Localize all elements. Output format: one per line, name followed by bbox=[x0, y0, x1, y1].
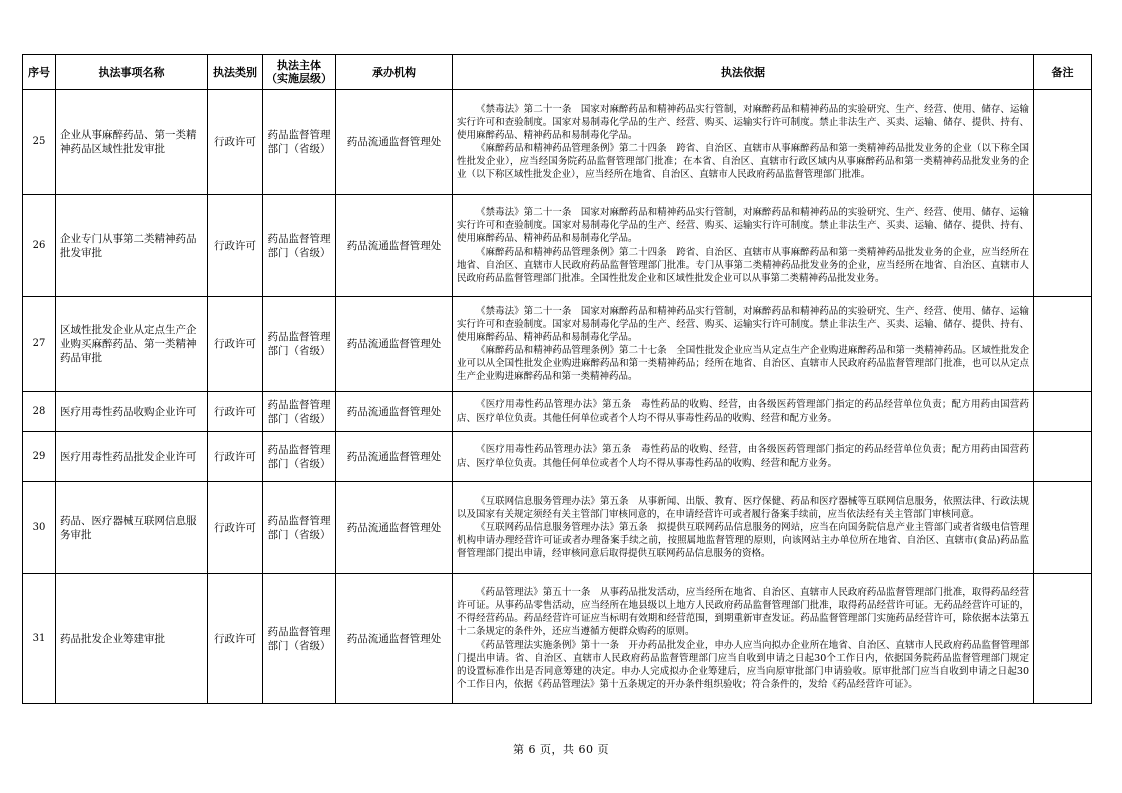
row-org: 药品流通监督管理处 bbox=[336, 482, 453, 574]
row-name: 药品、医疗器械互联网信息服务审批 bbox=[56, 482, 208, 574]
row-type: 行政许可 bbox=[208, 195, 263, 297]
row-org: 药品流通监督管理处 bbox=[336, 297, 453, 392]
row-org: 药品流通监督管理处 bbox=[336, 574, 453, 704]
row-name: 医疗用毒性药品收购企业许可 bbox=[56, 392, 208, 432]
row-note bbox=[1034, 90, 1092, 195]
row-name: 企业专门从事第二类精神药品批发审批 bbox=[56, 195, 208, 297]
table-row bbox=[23, 195, 1092, 297]
row-name: 区域性批发企业从定点生产企业购买麻醉药品、第一类精神药品审批 bbox=[56, 297, 208, 392]
row-no: 27 bbox=[23, 297, 56, 392]
row-org: 药品流通监督管理处 bbox=[336, 90, 453, 195]
row-subject: 药品监督管理部门（省级） bbox=[263, 297, 336, 392]
row-no: 28 bbox=[23, 392, 56, 432]
row-org: 药品流通监督管理处 bbox=[336, 392, 453, 432]
row-name: 企业从事麻醉药品、第一类精神药品区域性批发审批 bbox=[56, 90, 208, 195]
row-subject: 药品监督管理部门（省级） bbox=[263, 482, 336, 574]
table-row bbox=[23, 90, 1092, 195]
document-page bbox=[22, 54, 1091, 704]
basis-paragraph: 《医疗用毒性药品管理办法》第五条 毒性药品的收购、经营，由各级医药管理部门指定的药品经营单位负责；配方用药由国营药店、医疗单位负责。其他任何单位或者个人均不得从事毒性药品的收购、经营和配方业务。 bbox=[457, 444, 1029, 469]
row-subject: 药品监督管理部门（省级） bbox=[263, 432, 336, 482]
basis-paragraph: 《禁毒法》第二十一条 国家对麻醉药品和精神药品实行管制，对麻醉药品和精神药品的实验研究、生产、经营、使用、储存、运输实行许可和查验制度。国家对易制毒化学品的生产、经营、购买、运输实行许可制度。禁止非法生产、买卖、运输、储存、提供、持有、使用麻醉药品、精神药品和易制毒化学品。 bbox=[457, 305, 1029, 343]
basis-paragraph: 《麻醉药品和精神药品管理条例》第二十四条 跨省、自治区、直辖市从事麻醉药品和第一类精神药品批发业务的企业，应当经所在地省、自治区、直辖市人民政府药品监督管理部门批准。专门从事第二类精神药品批发业务的企业，应当经所在地省、自治区、直辖市人民政府药品监督管理部门批准。全国性批发企业和区域性批发企业可以从事第二类精神药品批发业务。 bbox=[457, 246, 1029, 284]
header-basis: 执法依据 bbox=[453, 55, 1034, 90]
row-subject: 药品监督管理部门（省级） bbox=[263, 90, 336, 195]
row-type: 行政许可 bbox=[208, 392, 263, 432]
header-name: 执法事项名称 bbox=[56, 55, 208, 90]
header-org: 承办机构 bbox=[336, 55, 453, 90]
basis-paragraph: 《互联网药品信息服务管理办法》第五条 拟提供互联网药品信息服务的网站，应当在向国务院信息产业主管部门或者省级电信管理机构申请办理经营许可证或者办理备案手续之前，按照属地监督管理的原则，向该网站主办单位所在地省、自治区、直辖市(食品)药品监督管理部门提出申请，经审核同意后取得提供互联网药品信息服务的资格。 bbox=[457, 521, 1029, 560]
basis-paragraph: 《麻醉药品和精神药品管理条例》第二十四条 跨省、自治区、直辖市从事麻醉药品和第一类精神药品批发业务的企业（以下称全国性批发企业），应当经国务院药品监督管理部门批准；在本省、自治区、直辖市行政区域内从事麻醉药品和第一类精神药品批发业务的企业（以下称区域性批发企业），应当经所在地省、自治区、直辖市人民政府药品监督管理部门批准。 bbox=[457, 143, 1029, 181]
header-subject-line1: 执法主体 bbox=[277, 59, 321, 72]
table-header-row bbox=[23, 55, 1092, 90]
basis-paragraph: 《互联网信息服务管理办法》第五条 从事新闻、出版、教育、医疗保健、药品和医疗器械等互联网信息服务，依照法律、行政法规以及国家有关规定须经有关主管部门审核同意的，在申请经营许可或者履行备案手续前，应当依法经有关主管部门审核同意。 bbox=[457, 495, 1029, 520]
row-basis bbox=[453, 574, 1034, 704]
row-type: 行政许可 bbox=[208, 297, 263, 392]
row-no: 25 bbox=[23, 90, 56, 195]
row-no: 30 bbox=[23, 482, 56, 574]
basis-paragraph: 《麻醉药品和精神药品管理条例》第二十七条 全国性批发企业应当从定点生产企业购进麻醉药品和第一类精神药品。区域性批发企业可以从全国性批发企业购进麻醉药品和第一类精神药品；经所在地省、自治区、直辖市人民政府药品监督管理部门批准，也可以从定点生产企业购进麻醉药品和第一类精神药品。 bbox=[457, 345, 1029, 383]
row-basis bbox=[453, 482, 1034, 574]
row-basis bbox=[453, 432, 1034, 482]
row-type: 行政许可 bbox=[208, 432, 263, 482]
table-body bbox=[23, 90, 1092, 704]
row-basis bbox=[453, 392, 1034, 432]
header-no: 序号 bbox=[23, 55, 56, 90]
law-enforcement-table bbox=[22, 54, 1092, 704]
row-note bbox=[1034, 392, 1092, 432]
row-name: 药品批发企业筹建审批 bbox=[56, 574, 208, 704]
row-subject: 药品监督管理部门（省级） bbox=[263, 195, 336, 297]
row-note bbox=[1034, 297, 1092, 392]
row-note bbox=[1034, 574, 1092, 704]
row-subject: 药品监督管理部门（省级） bbox=[263, 392, 336, 432]
row-note bbox=[1034, 482, 1092, 574]
header-type: 执法类别 bbox=[208, 55, 263, 90]
row-type: 行政许可 bbox=[208, 482, 263, 574]
row-basis bbox=[453, 297, 1034, 392]
row-basis bbox=[453, 195, 1034, 297]
table-row bbox=[23, 482, 1092, 574]
header-note: 备注 bbox=[1034, 55, 1092, 90]
table-row bbox=[23, 297, 1092, 392]
row-org: 药品流通监督管理处 bbox=[336, 195, 453, 297]
row-no: 26 bbox=[23, 195, 56, 297]
row-basis bbox=[453, 90, 1034, 195]
page-footer: 第 6 页，共 60 页 bbox=[513, 743, 609, 756]
row-name: 医疗用毒性药品批发企业许可 bbox=[56, 432, 208, 482]
row-org: 药品流通监督管理处 bbox=[336, 432, 453, 482]
basis-paragraph: 《医疗用毒性药品管理办法》第五条 毒性药品的收购、经营，由各级医药管理部门指定的药品经营单位负责；配方用药由国营药店、医疗单位负责。其他任何单位或者个人均不得从事毒性药品的收购、经营和配方业务。 bbox=[457, 399, 1029, 424]
basis-paragraph: 《禁毒法》第二十一条 国家对麻醉药品和精神药品实行管制，对麻醉药品和精神药品的实验研究、生产、经营、使用、储存、运输实行许可和查验制度。国家对易制毒化学品的生产、经营、购买、运输实行许可制度。禁止非法生产、买卖、运输、储存、提供、持有、使用麻醉药品、精神药品和易制毒化学品。 bbox=[457, 207, 1029, 245]
basis-paragraph: 《禁毒法》第二十一条 国家对麻醉药品和精神药品实行管制，对麻醉药品和精神药品的实验研究、生产、经营、使用、储存、运输实行许可和查验制度。国家对易制毒化学品的生产、经营、购买、运输实行许可制度。禁止非法生产、买卖、运输、储存、提供、持有、使用麻醉药品、精神药品和易制毒化学品。 bbox=[457, 103, 1029, 141]
row-note bbox=[1034, 195, 1092, 297]
basis-paragraph: 《药品管理法实施条例》第十一条 开办药品批发企业，申办人应当向拟办企业所在地省、自治区、直辖市人民政府药品监督管理部门提出申请。省、自治区、直辖市人民政府药品监督管理部门应当自收到申请之日起30个工作日内，依据国务院药品监督管理部门规定的设置标准作出是否同意筹建的决定。申办人完成拟办企业筹建后，应当向原审批部门申请验收。原审批部门应当自收到申请之日起30个工作日内，依据《药品管理法》第十五条规定的开办条件组织验收；符合条件的，发给《药品经营许可证》。 bbox=[457, 639, 1029, 690]
table-row bbox=[23, 574, 1092, 704]
row-no: 29 bbox=[23, 432, 56, 482]
row-no: 31 bbox=[23, 574, 56, 704]
row-note bbox=[1034, 432, 1092, 482]
basis-paragraph: 《药品管理法》第五十一条 从事药品批发活动，应当经所在地省、自治区、直辖市人民政府药品监督管理部门批准，取得药品经营许可证。从事药品零售活动，应当经所在地县级以上地方人民政府药品监督管理部门批准，取得药品经营许可证。无药品经营许可证的，不得经营药品。药品经营许可证应当标明有效期和经营范围，到期重新审查发证。药品监督管理部门实施药品经营许可，除依据本法第五十二条规定的条件外，还应当遵循方便群众购药的原则。 bbox=[457, 587, 1029, 638]
row-type: 行政许可 bbox=[208, 574, 263, 704]
header-subject-line2: （实施层级） bbox=[266, 72, 332, 85]
row-subject: 药品监督管理部门（省级） bbox=[263, 574, 336, 704]
header-subject bbox=[263, 55, 336, 90]
table-row bbox=[23, 392, 1092, 432]
table-row bbox=[23, 432, 1092, 482]
row-type: 行政许可 bbox=[208, 90, 263, 195]
